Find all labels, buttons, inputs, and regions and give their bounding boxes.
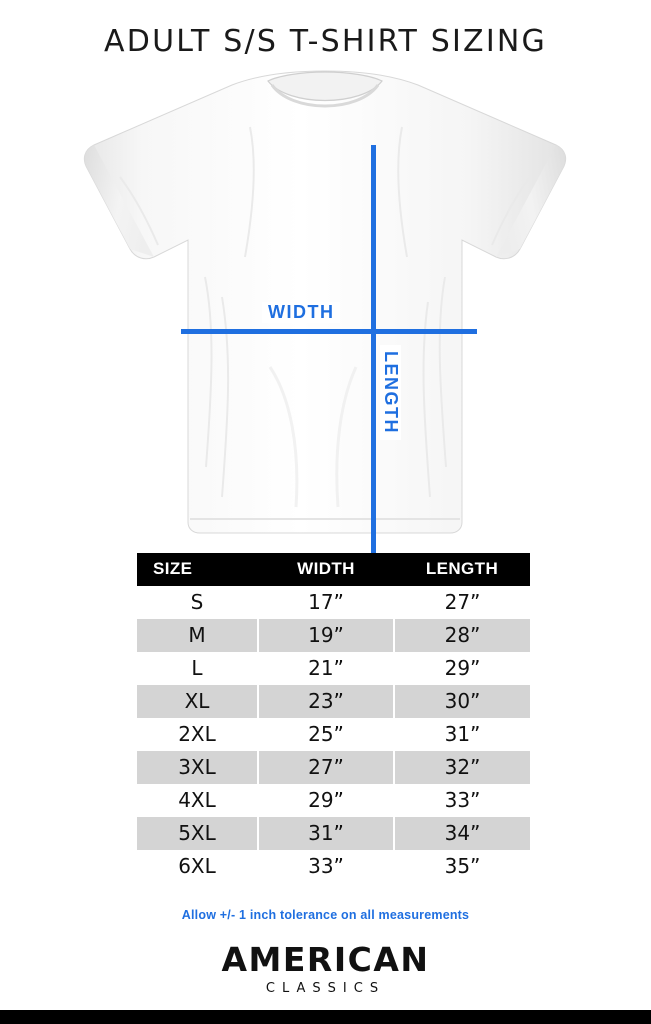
page-title: ADULT S/S T-SHIRT SIZING bbox=[104, 24, 547, 59]
table-row bbox=[137, 784, 530, 817]
cell-width: 31” bbox=[258, 817, 394, 850]
cell-size: 2XL bbox=[137, 718, 258, 751]
brand-name: AMERICAN bbox=[221, 940, 430, 979]
table-row bbox=[137, 619, 530, 652]
cell-width: 33” bbox=[258, 850, 394, 883]
cell-length: 32” bbox=[394, 751, 530, 784]
width-label: WIDTH bbox=[262, 302, 340, 323]
column-header-length: LENGTH bbox=[394, 553, 530, 586]
table-row bbox=[137, 586, 530, 619]
table-row bbox=[137, 751, 530, 784]
column-header-width: WIDTH bbox=[258, 553, 394, 586]
cell-length: 28” bbox=[394, 619, 530, 652]
cell-length: 30” bbox=[394, 685, 530, 718]
cell-length: 35” bbox=[394, 850, 530, 883]
size-table bbox=[137, 553, 530, 883]
tshirt-diagram bbox=[0, 67, 651, 537]
table-row bbox=[137, 685, 530, 718]
column-header-size: SIZE bbox=[137, 553, 258, 586]
length-label: LENGTH bbox=[380, 345, 401, 440]
cell-size: 4XL bbox=[137, 784, 258, 817]
cell-length: 33” bbox=[394, 784, 530, 817]
cell-length: 27” bbox=[394, 586, 530, 619]
length-measure-line bbox=[371, 145, 376, 605]
cell-size: S bbox=[137, 586, 258, 619]
cell-width: 27” bbox=[258, 751, 394, 784]
footer-bar bbox=[0, 1010, 651, 1024]
width-measure-line bbox=[181, 329, 477, 334]
table-row bbox=[137, 817, 530, 850]
cell-size: 6XL bbox=[137, 850, 258, 883]
cell-width: 23” bbox=[258, 685, 394, 718]
cell-length: 34” bbox=[394, 817, 530, 850]
cell-size: 5XL bbox=[137, 817, 258, 850]
cell-size: 3XL bbox=[137, 751, 258, 784]
table-row bbox=[137, 850, 530, 883]
size-table-head bbox=[137, 553, 530, 586]
cell-width: 17” bbox=[258, 586, 394, 619]
table-header-row bbox=[137, 553, 530, 586]
table-row bbox=[137, 718, 530, 751]
brand-logo bbox=[0, 940, 651, 996]
cell-width: 29” bbox=[258, 784, 394, 817]
cell-size: M bbox=[137, 619, 258, 652]
size-table-body bbox=[137, 586, 530, 883]
cell-size: L bbox=[137, 652, 258, 685]
cell-size: XL bbox=[137, 685, 258, 718]
table-row bbox=[137, 652, 530, 685]
brand-tagline: CLASSICS bbox=[265, 981, 386, 996]
cell-width: 19” bbox=[258, 619, 394, 652]
cell-length: 31” bbox=[394, 718, 530, 751]
cell-length: 29” bbox=[394, 652, 530, 685]
tolerance-note: Allow +/- 1 inch tolerance on all measurements bbox=[181, 908, 470, 922]
cell-width: 21” bbox=[258, 652, 394, 685]
size-table-container bbox=[137, 553, 514, 883]
cell-width: 25” bbox=[258, 718, 394, 751]
